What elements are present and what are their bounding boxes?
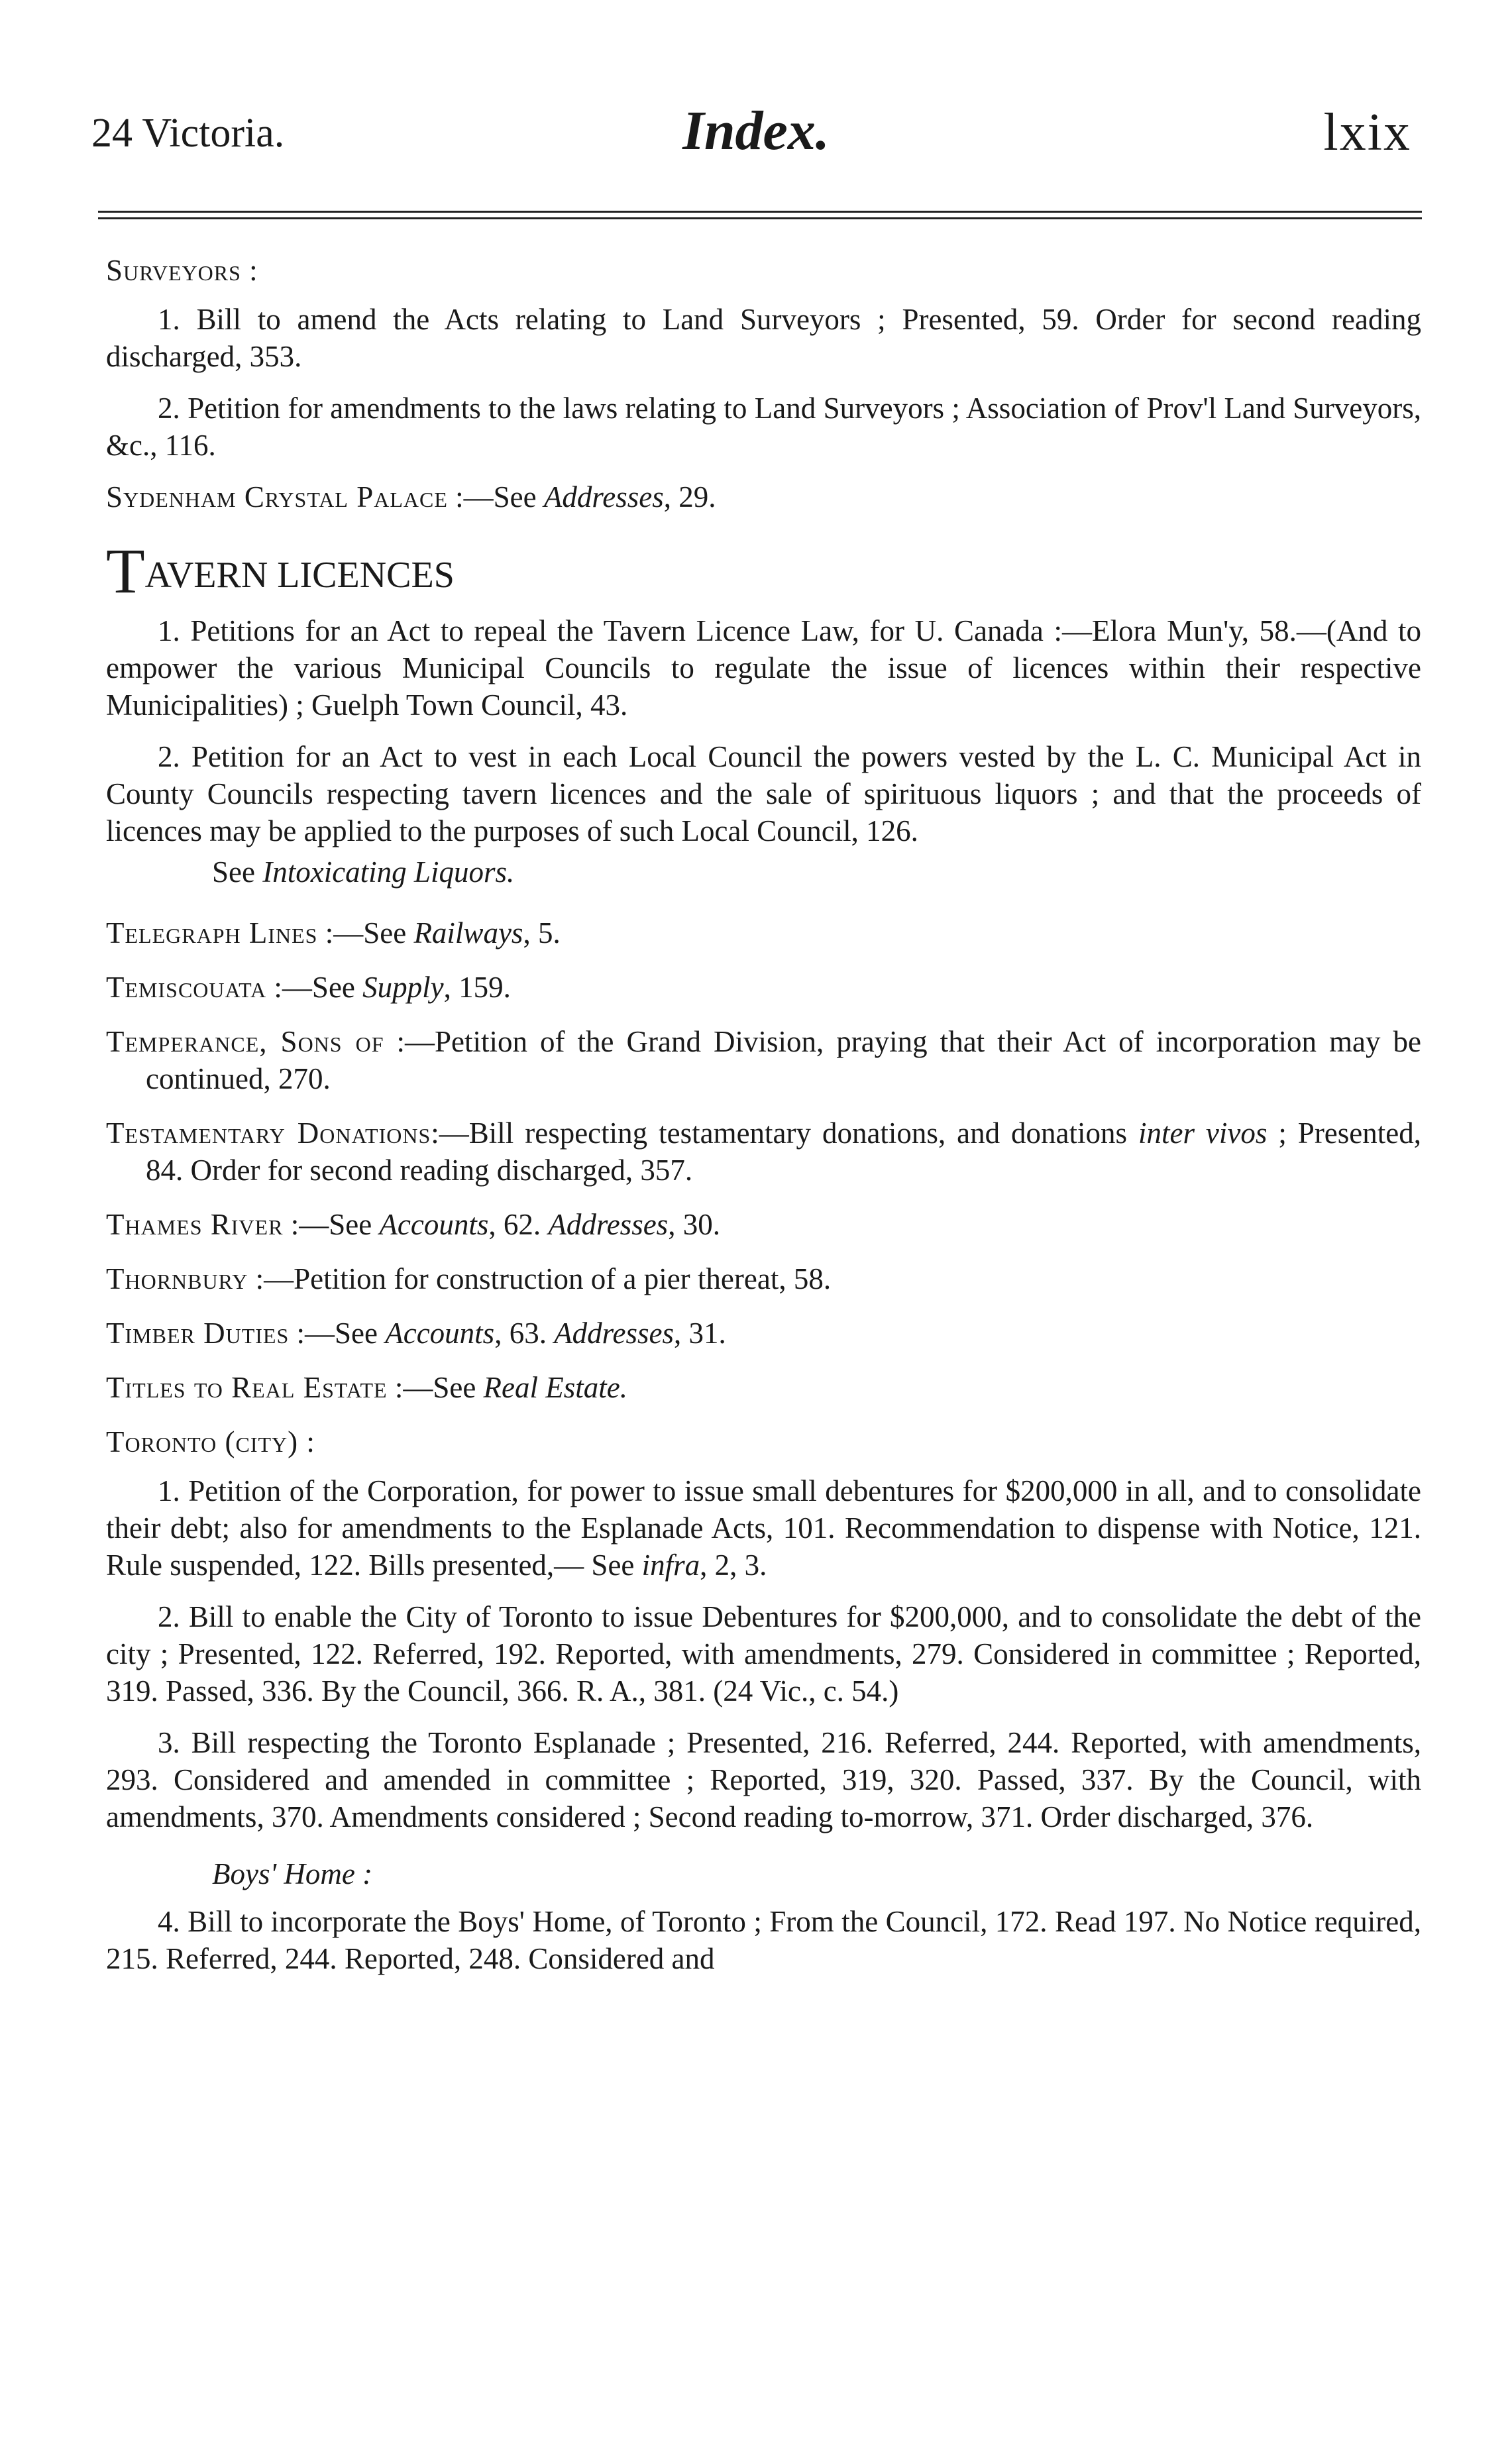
toronto-item-2: 2. Bill to enable the City of Toronto to issue Debentures for $200,000, and to consolidate the debt of the city ; Presented, 122. Referred, 192. Reported, with amendments, 279. Considered in committee ; Reported, 319. Passed, 336. By the Council, 366. R. A., 381. (24 Vic., c. 54.): [106, 1600, 1421, 1708]
temiscouata-entry: Temiscouata :—See Supply, 159.: [106, 971, 511, 1004]
telegraph-entry: Telegraph Lines :—See Railways, 5.: [106, 916, 561, 950]
tavern-licences-heading: TAVERN LICENCES: [106, 535, 455, 606]
cross-reference: Addresses: [543, 480, 664, 514]
entry-heading: Titles to Real Estate: [106, 1371, 388, 1404]
testamentary-entry: Testamentary Donations:—Bill respecting testamentary donations, and donations inter vivos ; Presented, 84. Order for second reading discharged, 357.: [106, 1116, 1421, 1187]
cross-reference: Addresses: [548, 1208, 669, 1241]
page-number: lxix: [1323, 103, 1411, 162]
thornbury-entry: Thornbury :—Petition for construction of a pier thereat, 58.: [106, 1262, 832, 1295]
entry-heading: Thames River: [106, 1208, 284, 1241]
latin-phrase: inter vivos: [1138, 1116, 1268, 1150]
drop-cap: T: [106, 535, 145, 606]
boys-home-subheading: Boys' Home :: [212, 1857, 373, 1890]
cross-reference: Addresses: [554, 1317, 675, 1350]
index-body: [106, 252, 1421, 1992]
entry-heading: Temiscouata: [106, 971, 267, 1004]
entry-heading: Telegraph Lines: [106, 916, 318, 950]
surveyors-heading: Surveyors :: [106, 254, 258, 287]
timber-entry: Timber Duties :—See Accounts, 63. Addresses, 31.: [106, 1317, 726, 1350]
temperance-entry: Temperance, Sons of :—Petition of the Grand Division, praying that their Act of incorporation may be continued, 270.: [106, 1025, 1422, 1095]
entry-heading: Thornbury: [106, 1262, 248, 1295]
entry-heading: Temperance, Sons of: [106, 1025, 384, 1058]
entry-heading: Sydenham Crystal Palace: [106, 480, 448, 514]
toronto-heading: Toronto (city) :: [106, 1425, 315, 1458]
cross-reference: Supply: [362, 971, 444, 1004]
surveyors-item-1: 1. Bill to amend the Acts relating to Land Surveyors ; Presented, 59. Order for second reading discharged, 353.: [106, 303, 1421, 373]
header-rule-bottom: [98, 217, 1422, 219]
tavern-see-also: See Intoxicating Liquors.: [212, 855, 515, 889]
toronto-item-3: 3. Bill respecting the Toronto Esplanade ; Presented, 216. Referred, 244. Reported, with amendments, 293. Considered and amended in committee ; Reported, 319, 320. Passed, 337. By the Council, with amendments, 370. Amendments considered ; Second reading to-morrow, 371. Order discharged, 376.: [106, 1726, 1421, 1833]
cross-reference: Intoxicating Liquors.: [262, 855, 515, 889]
header-rule-top: [98, 211, 1422, 213]
tavern-item-2: 2. Petition for an Act to vest in each Local Council the powers vested by the L. C. Municipal Act in County Councils respecting tavern licences and the sale of spirituous liquors ; and that the proceeds of licences may be applied to the purposes of such Local Council, 126.: [106, 740, 1421, 847]
running-head-left: 24 Victoria.: [91, 111, 285, 156]
cross-reference: Real Estate.: [483, 1371, 627, 1404]
cross-reference: infra: [641, 1549, 700, 1582]
surveyors-item-2: 2. Petition for amendments to the laws relating to Land Surveyors ; Association of Prov'l Land Surveyors, &c., 116.: [106, 392, 1421, 462]
sydenham-entry: Sydenham Crystal Palace :—See Addresses, 29.: [106, 480, 716, 514]
toronto-item-4: 4. Bill to incorporate the Boys' Home, of Toronto ; From the Council, 172. Read 197. No Notice required, 215. Referred, 244. Reported, 248. Considered and: [106, 1905, 1421, 1975]
cross-reference: Railways: [413, 916, 523, 950]
running-head-title: Index.: [682, 100, 830, 162]
entry-heading: Timber Duties: [106, 1317, 290, 1350]
toronto-item-1: 1. Petition of the Corporation, for power to issue small debentures for $200,000 in all, and to consolidate their debt; also for amendments to the Esplanade Acts, 101. Recommendation to dispense with Notice, 121. Rule suspended, 122. Bills presented,— See infra, 2, 3.: [106, 1474, 1421, 1582]
titles-entry: Titles to Real Estate :—See Real Estate.: [106, 1371, 627, 1404]
thames-entry: Thames River :—See Accounts, 62. Addresses, 30.: [106, 1208, 720, 1241]
entry-heading: Testamentary Donations: [106, 1116, 431, 1150]
cross-reference: Accounts: [379, 1208, 489, 1241]
tavern-item-1: 1. Petitions for an Act to repeal the Tavern Licence Law, for U. Canada :—Elora Mun'y, 58.—(And to empower the various Municipal Councils to regulate the issue of licences within their respective Municipalities) ; Guelph Town Council, 43.: [106, 614, 1421, 722]
cross-reference: Accounts: [385, 1317, 495, 1350]
